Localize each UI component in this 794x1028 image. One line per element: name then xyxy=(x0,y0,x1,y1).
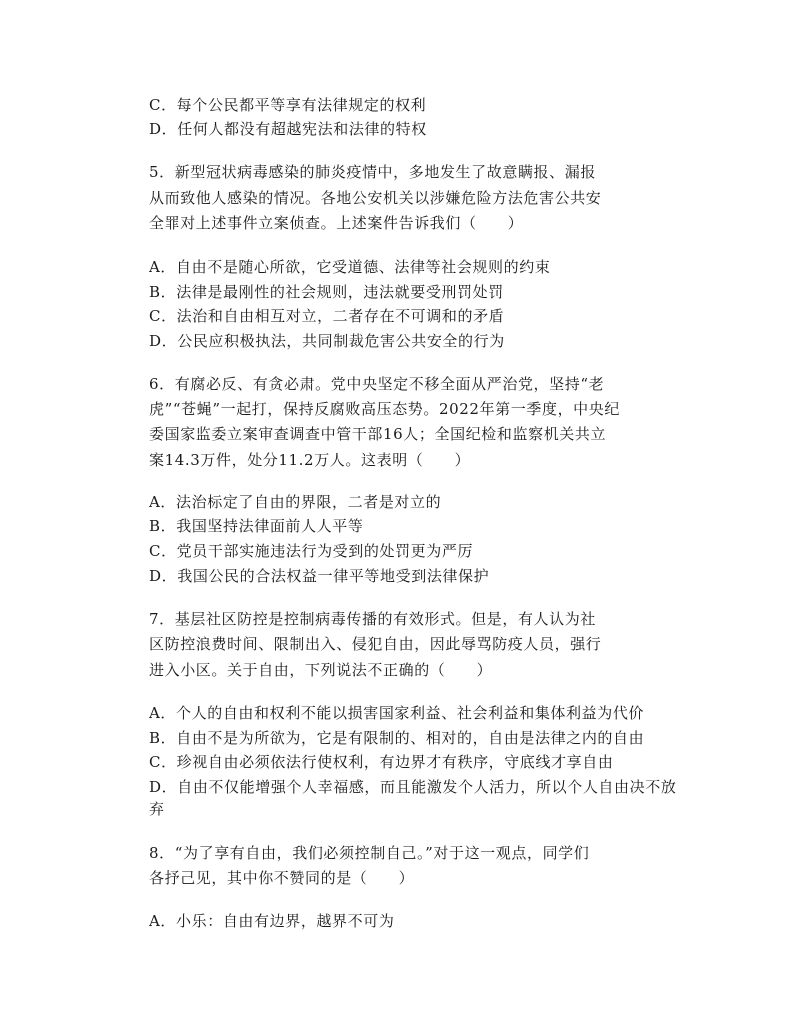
option-b-q6: B．我国坚持法律面前人人平等 xyxy=(149,517,364,535)
option-c-q5: C．法治和自由相互对立，二者存在不可调和的矛盾 xyxy=(149,307,505,325)
question-6-line-4: 案14.3万件，处分11.2万人。这表明（ ） xyxy=(149,451,471,469)
option-d-q4: D．任何人都没有超越宪法和法律的特权 xyxy=(149,120,427,138)
option-a-q6: A．法治标定了自由的界限，二者是对立的 xyxy=(149,493,442,511)
question-7-line-2: 区防控浪费时间、限制出入、侵犯自由，因此辱骂防疫人员，强行 xyxy=(149,635,602,653)
question-7-line-1: 7．基层社区防控是控制病毒传播的有效形式。但是，有人认为社 xyxy=(149,610,596,628)
question-6-line-1: 6．有腐必反、有贪必肃。党中央坚定不移全面从严治党，坚持“老 xyxy=(149,375,605,393)
option-d-q7: D．自由不仅能增强个人幸福感，而且能激发个人活力，所以个人自由决不放 xyxy=(149,778,677,796)
question-8-line-1: 8．“为了享有自由，我们必须控制自己。”对于这一观点，同学们 xyxy=(149,844,590,862)
option-a-q8: A．小乐：自由有边界，越界不可为 xyxy=(149,912,395,930)
question-5-line-1: 5．新型冠状病毒感染的肺炎疫情中，多地发生了故意瞒报、漏报 xyxy=(149,163,596,181)
question-5-line-2: 从而致他人感染的情况。各地公安机关以涉嫌危险方法危害公共安 xyxy=(149,189,602,207)
question-8-line-2: 各抒己见，其中你不赞同的是（ ） xyxy=(149,869,415,887)
option-a-q7: A．个人的自由和权利不能以损害国家利益、社会利益和集体利益为代价 xyxy=(149,704,645,722)
option-d-q7-continued: 弃 xyxy=(149,800,165,818)
question-6-line-3: 委国家监委立案审查调查中管干部16人；全国纪检和监察机关共立 xyxy=(149,425,607,443)
option-d-q5: D．公民应积极执法，共同制裁危害公共安全的行为 xyxy=(149,332,505,350)
option-c-q7: C．珍视自由必须依法行使权利，有边界才有秩序，守底线才享自由 xyxy=(149,753,614,771)
question-7-line-3: 进入小区。关于自由，下列说法不正确的（ ） xyxy=(149,661,493,679)
option-c-q6: C．党员干部实施违法行为受到的处罚更为严厉 xyxy=(149,542,474,560)
option-b-q7: B．自由不是为所欲为，它是有限制的、相对的，自由是法律之内的自由 xyxy=(149,729,645,747)
option-b-q5: B．法律是最刚性的社会规则，违法就要受刑罚处罚 xyxy=(149,283,504,301)
question-6-line-2: 虎”“苍蝇”一起打，保持反腐败高压态势。2022年第一季度，中央纪 xyxy=(149,400,620,418)
question-5-line-3: 全罪对上述事件立案侦查。上述案件告诉我们（ ） xyxy=(149,214,524,232)
option-c-q4: C．每个公民都平等享有法律规定的权利 xyxy=(149,96,427,114)
option-d-q6: D．我国公民的合法权益一律平等地受到法律保护 xyxy=(149,567,490,585)
option-a-q5: A．自由不是随心所欲，它受道德、法律等社会规则的约束 xyxy=(149,258,551,276)
